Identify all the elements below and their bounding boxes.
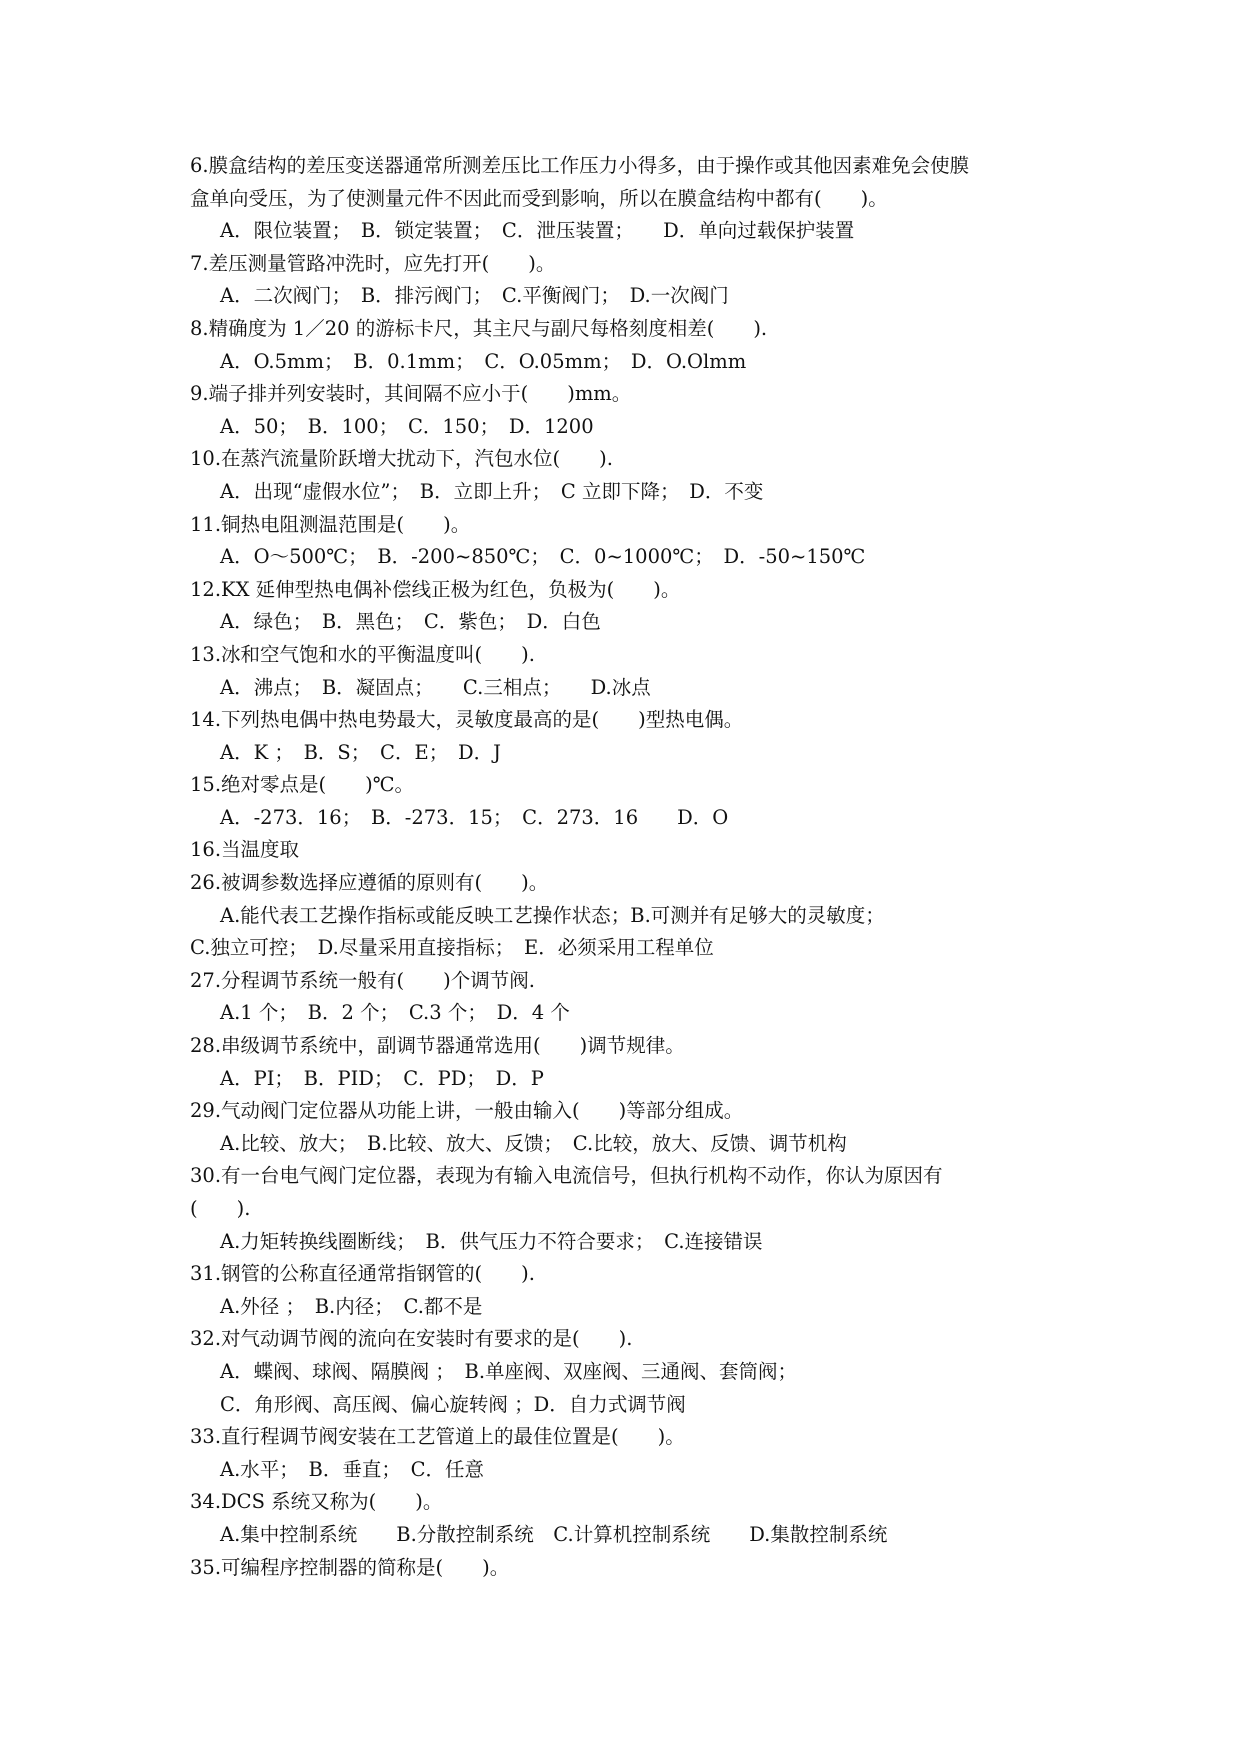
question-line: 33.直行程调节阀安装在工艺管道上的最佳位置是( )。 — [190, 1425, 685, 1449]
question-line: 8.精确度为 1／20 的游标卡尺，其主尺与副尺每格刻度相差( ). — [190, 316, 768, 340]
answer-options-line: A．O～500℃； B．-200~850℃； C．0~1000℃； D．-50~150℃ — [220, 545, 866, 569]
answer-options-line: C．角形阀、高压阀、偏心旋转阀 ；D．自力式调节阀 — [220, 1392, 686, 1416]
question-line: 盒单向受压，为了使测量元件不因此而受到影响，所以在膜盒结构中都有( )。 — [190, 186, 888, 210]
question-line: 26.被调参数选择应遵循的原则有( )。 — [190, 871, 549, 895]
answer-options-line: A．限位装置； B．锁定装置； C．泄压装置； D．单向过载保护装置 — [220, 219, 855, 243]
answer-options-line: A．PI； B．PID； C．PD； D．P — [220, 1066, 544, 1090]
answer-options-line: A.能代表工艺操作指标或能反映工艺操作状态；B.可测并有足够大的灵敏度； — [220, 903, 885, 927]
answer-options-line: A．出现“虚假水位”； B．立即上升； C 立即下降； D．不变 — [220, 479, 764, 503]
answer-options-line: A．二次阀门； B．排污阀门； C.平衡阀门； D.一次阀门 — [220, 284, 729, 308]
question-line: 7.差压测量管路冲洗时，应先打开( )。 — [190, 251, 556, 275]
answer-options-line: A．O.5mm； B．0.1mm； C．O.05mm； D．O.Olmm — [220, 349, 747, 373]
answer-options-line: A.比较、放大； B.比较、放大、反馈； C.比较，放大、反馈、调节机构 — [220, 1131, 847, 1155]
question-line: 12.KX 延伸型热电偶补偿线正极为红色，负极为( )。 — [190, 577, 681, 601]
question-line: 10.在蒸汽流量阶跃增大扰动下，汽包水位( ). — [190, 447, 613, 471]
question-line: 27.分程调节系统一般有( )个调节阀. — [190, 968, 535, 992]
answer-options-line: A．-273．16； B．-273．15； C．273．16 D．O — [220, 805, 729, 829]
answer-options-line: A．50； B．100； C．150； D．1200 — [220, 414, 594, 438]
question-line: 16.当温度取 — [190, 838, 300, 862]
question-line: 34.DCS 系统又称为( )。 — [190, 1490, 443, 1514]
question-line: 32.对气动调节阀的流向在安装时有要求的是( ). — [190, 1327, 633, 1351]
answer-options-line: A.力矩转换线圈断线； B．供气压力不符合要求； C.连接错误 — [220, 1229, 763, 1253]
answer-options-line: A.集中控制系统 B.分散控制系统 C.计算机控制系统 D.集散控制系统 — [220, 1522, 888, 1546]
answer-options-line: A．蝶阀、球阀、隔膜阀 ； B.单座阀、双座阀、三通阀、套筒阀； — [220, 1359, 798, 1383]
question-line: 6.膜盒结构的差压变送器通常所测差压比工作压力小得多，由于操作或其他因素难免会使膜 — [190, 154, 970, 177]
question-line: C.独立可控； D.尽量采用直接指标； E．必须采用工程单位 — [190, 936, 714, 960]
answer-options-line: A.外径 ； B.内径； C.都不是 — [220, 1294, 483, 1318]
question-line: 9.端子排并列安装时，其间隔不应小于( )mm。 — [190, 382, 632, 406]
answer-options-line: A．绿色； B．黑色； C．紫色； D．白色 — [220, 610, 601, 634]
question-line: 29.气动阀门定位器从功能上讲，一般由输入( )等部分组成。 — [190, 1099, 744, 1123]
question-line: 30.有一台电气阀门定位器，表现为有输入电流信号，但执行机构不动作，你认为原因有 — [190, 1164, 943, 1188]
question-list — [190, 150, 1070, 1584]
question-line: 11.铜热电阻测温范围是( )。 — [190, 512, 471, 536]
question-line: 14.下列热电偶中热电势最大，灵敏度最高的是( )型热电偶。 — [190, 708, 744, 732]
question-line: 31.钢管的公称直径通常指钢管的( ). — [190, 1262, 535, 1286]
answer-options-line: A.水平； B．垂直； C．任意 — [220, 1457, 485, 1481]
answer-options-line: A.1 个； B．2 个； C.3 个； D．4 个 — [220, 1001, 570, 1025]
question-line: 28.串级调节系统中，副调节器通常选用( )调节规律。 — [190, 1034, 685, 1058]
answer-options-line: A．沸点； B．凝固点； C.三相点； D.冰点 — [220, 675, 651, 699]
question-line: 15.绝对零点是( )℃。 — [190, 773, 415, 797]
question-line: 35.可编程序控制器的简称是( )。 — [190, 1555, 510, 1579]
question-line: ( ). — [190, 1197, 251, 1220]
answer-options-line: A．K ； B．S； C．E； D．J — [220, 740, 501, 764]
question-line: 13.冰和空气饱和水的平衡温度叫( ). — [190, 642, 535, 666]
